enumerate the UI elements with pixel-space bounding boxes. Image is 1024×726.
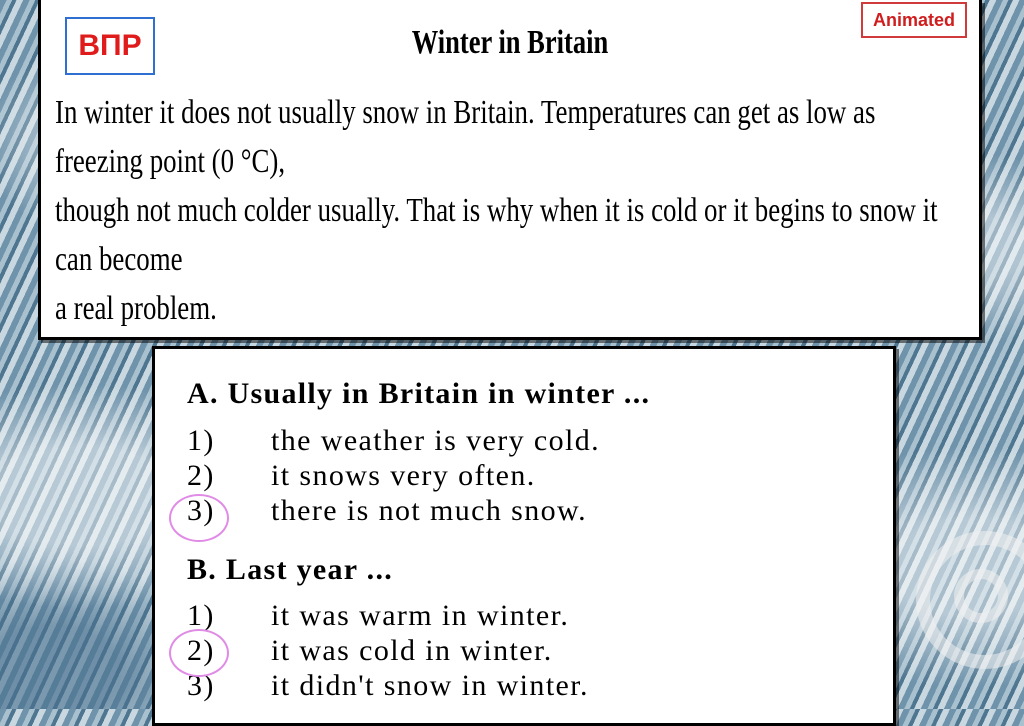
question-b-option-1[interactable]	[187, 599, 569, 633]
vpr-badge: ВПР	[65, 17, 155, 75]
option-number: 2)	[187, 634, 215, 667]
option-text: it was cold in winter.	[271, 634, 553, 667]
passage-line	[55, 333, 964, 340]
question-a-heading: A. Usually in Britain in winter ...	[187, 377, 651, 410]
background-watermark-icon	[916, 531, 1024, 669]
option-text: the weather is very cold.	[271, 424, 601, 457]
questions-panel	[152, 346, 896, 726]
passage-title: Winter in Britain	[411, 24, 609, 61]
option-text: it snows very often.	[271, 459, 536, 492]
option-number: 1)	[187, 599, 215, 632]
question-a-option-3[interactable]	[187, 494, 587, 528]
question-a-option-1[interactable]	[187, 424, 600, 458]
option-number: 3)	[187, 494, 215, 527]
question-a-option-2[interactable]	[187, 459, 536, 493]
option-number: 3)	[187, 669, 215, 702]
answer-circle-mark	[169, 494, 229, 542]
option-number: 2)	[187, 459, 215, 492]
option-text: it didn't snow in winter.	[271, 669, 589, 702]
answer-circle-mark	[169, 629, 229, 677]
passage-line: In winter it does not usually snow in Britain. Temperatures can get as low as freezing point (0 °C),	[55, 94, 876, 180]
reading-passage-panel	[38, 0, 982, 340]
passage-line: a real problem.	[55, 290, 217, 327]
passage-line: though not much colder usually. That is why when it is cold or it begins to snow it can become	[55, 192, 938, 278]
option-number: 1)	[187, 424, 215, 457]
question-b-heading: B. Last year ...	[187, 553, 394, 586]
question-b-option-2[interactable]	[187, 634, 553, 668]
option-text: it was warm in winter.	[271, 599, 570, 632]
animated-tag[interactable]: Animated	[861, 2, 967, 38]
question-b-option-3[interactable]	[187, 669, 589, 703]
passage-body	[55, 88, 964, 340]
option-text: there is not much snow.	[271, 494, 588, 527]
